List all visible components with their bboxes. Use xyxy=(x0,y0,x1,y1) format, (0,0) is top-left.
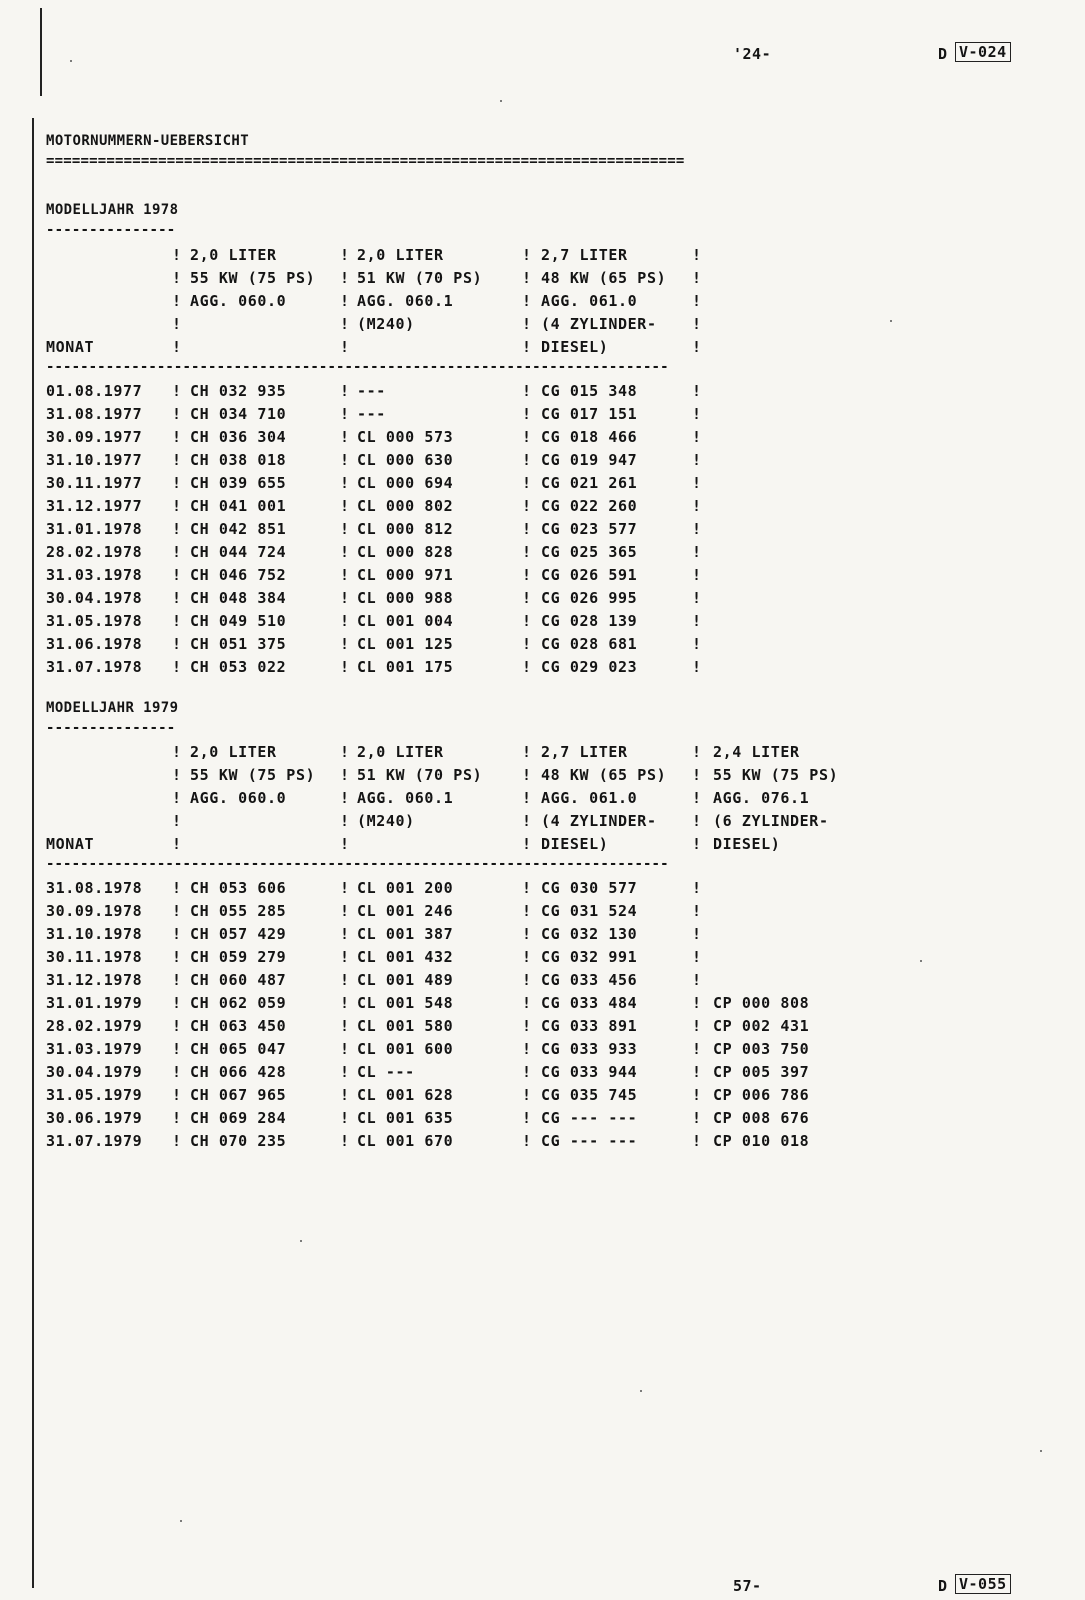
column-separator: ! xyxy=(340,925,350,943)
data-table-1979 xyxy=(46,877,866,1153)
engine-number-col3: CG --- --- xyxy=(541,1109,638,1127)
column-separator: ! xyxy=(692,405,702,423)
row-date: 30.06.1979 xyxy=(46,1109,143,1127)
column-separator: ! xyxy=(340,612,350,630)
column-separator: ! xyxy=(692,612,702,630)
column-separator: ! xyxy=(522,948,532,966)
column-separator: ! xyxy=(522,428,532,446)
table-row xyxy=(46,992,866,1015)
engine-number-col3: CG 017 151 xyxy=(541,405,638,423)
engine-number-col1: CH 057 429 xyxy=(190,925,287,943)
col3-line1-1978: 2,7 LITER xyxy=(541,246,628,264)
column-separator: ! xyxy=(692,543,702,561)
column-separator: ! xyxy=(692,474,702,492)
margin-line-top xyxy=(40,8,42,96)
column-separator: ! xyxy=(340,635,350,653)
table-row xyxy=(46,923,866,946)
column-separator: ! xyxy=(692,451,702,469)
doc-ref-bottom: V-055 xyxy=(955,1574,1011,1594)
table-row xyxy=(46,610,746,633)
table-row xyxy=(46,877,866,900)
engine-number-col4: CP 002 431 xyxy=(713,1017,810,1035)
column-separator: ! xyxy=(522,902,532,920)
engine-number-col2: CL 000 630 xyxy=(357,451,454,469)
column-separator: ! xyxy=(692,1109,702,1127)
engine-number-col3: CG 033 484 xyxy=(541,994,638,1012)
engine-number-col2: --- xyxy=(357,405,386,423)
engine-number-col3: CG 025 365 xyxy=(541,543,638,561)
column-separator: ! xyxy=(172,658,182,676)
engine-number-col2: CL --- xyxy=(357,1063,415,1081)
header-pipes-1978-3: ! ! ! ! ! xyxy=(522,246,532,356)
column-separator: ! xyxy=(692,971,702,989)
column-separator: ! xyxy=(522,497,532,515)
col3-line3-1978: AGG. 061.0 xyxy=(541,292,638,310)
header-rule-1978: ------------------------------------------------------------------------- xyxy=(46,359,669,375)
header-pipes-1978-2: ! ! ! ! ! xyxy=(340,246,350,356)
table-row xyxy=(46,969,866,992)
col3-line1-1979: 2,7 LITER xyxy=(541,743,628,761)
scan-speck xyxy=(180,1520,182,1522)
column-separator: ! xyxy=(340,1040,350,1058)
column-separator: ! xyxy=(692,1132,702,1150)
engine-number-col4: CP 006 786 xyxy=(713,1086,810,1104)
doc-prefix-top: D xyxy=(938,45,948,63)
column-separator: ! xyxy=(340,1132,350,1150)
engine-number-col2: CL 001 600 xyxy=(357,1040,454,1058)
column-separator: ! xyxy=(172,405,182,423)
col1-line2-1978: 55 KW (75 PS) xyxy=(190,269,316,287)
engine-number-col2: CL 000 694 xyxy=(357,474,454,492)
table-row xyxy=(46,1107,866,1130)
engine-number-col1: CH 041 001 xyxy=(190,497,287,515)
column-separator: ! xyxy=(522,1017,532,1035)
column-separator: ! xyxy=(172,428,182,446)
row-date: 31.07.1979 xyxy=(46,1132,143,1150)
header-pipes-1979-3: ! ! ! ! ! xyxy=(522,743,532,853)
row-date: 30.04.1979 xyxy=(46,1063,143,1081)
row-date: 31.12.1977 xyxy=(46,497,143,515)
engine-number-col2: CL 001 670 xyxy=(357,1132,454,1150)
column-separator: ! xyxy=(340,971,350,989)
row-date: 31.08.1977 xyxy=(46,405,143,423)
column-separator: ! xyxy=(692,925,702,943)
table-row xyxy=(46,1061,866,1084)
row-date: 31.03.1978 xyxy=(46,566,143,584)
engine-number-col1: CH 055 285 xyxy=(190,902,287,920)
engine-number-col1: CH 065 047 xyxy=(190,1040,287,1058)
engine-number-col1: CH 053 022 xyxy=(190,658,287,676)
engine-number-col3: CG 029 023 xyxy=(541,658,638,676)
column-separator: ! xyxy=(692,948,702,966)
column-separator: ! xyxy=(172,497,182,515)
engine-number-col2: CL 001 175 xyxy=(357,658,454,676)
table-row xyxy=(46,541,746,564)
table-row xyxy=(46,403,746,426)
column-separator: ! xyxy=(340,497,350,515)
section-underline-1979: --------------- xyxy=(46,720,176,736)
column-separator: ! xyxy=(522,1109,532,1127)
engine-number-col2: CL 000 988 xyxy=(357,589,454,607)
engine-number-col3: CG 021 261 xyxy=(541,474,638,492)
column-separator: ! xyxy=(522,994,532,1012)
column-separator: ! xyxy=(340,451,350,469)
table-row xyxy=(46,633,746,656)
column-separator: ! xyxy=(172,879,182,897)
engine-number-col1: CH 034 710 xyxy=(190,405,287,423)
col4-line1-1979: 2,4 LITER xyxy=(713,743,800,761)
header-pipes-1979-2: ! ! ! ! ! xyxy=(340,743,350,853)
table-row xyxy=(46,946,866,969)
engine-number-col2: --- xyxy=(357,382,386,400)
month-label-1979: MONAT xyxy=(46,835,95,853)
column-separator: ! xyxy=(340,566,350,584)
engine-number-col1: CH 069 284 xyxy=(190,1109,287,1127)
engine-number-col1: CH 053 606 xyxy=(190,879,287,897)
engine-number-col3: CG 022 260 xyxy=(541,497,638,515)
column-separator: ! xyxy=(522,451,532,469)
table-row xyxy=(46,1038,866,1061)
engine-number-col3: CG 018 466 xyxy=(541,428,638,446)
engine-number-col1: CH 049 510 xyxy=(190,612,287,630)
col3-line3-1979: AGG. 061.0 xyxy=(541,789,638,807)
column-separator: ! xyxy=(522,635,532,653)
row-date: 31.01.1978 xyxy=(46,520,143,538)
engine-number-col1: CH 062 059 xyxy=(190,994,287,1012)
row-date: 31.06.1978 xyxy=(46,635,143,653)
row-date: 31.10.1977 xyxy=(46,451,143,469)
engine-number-col3: CG 028 139 xyxy=(541,612,638,630)
table-row xyxy=(46,472,746,495)
engine-number-col3: CG 028 681 xyxy=(541,635,638,653)
column-separator: ! xyxy=(692,566,702,584)
table-row xyxy=(46,495,746,518)
col3-line2-1979: 48 KW (65 PS) xyxy=(541,766,667,784)
column-separator: ! xyxy=(172,543,182,561)
engine-number-col4: CP 008 676 xyxy=(713,1109,810,1127)
table-row xyxy=(46,656,746,679)
col3-line2-1978: 48 KW (65 PS) xyxy=(541,269,667,287)
column-separator: ! xyxy=(522,589,532,607)
engine-number-col3: CG 033 456 xyxy=(541,971,638,989)
column-separator: ! xyxy=(692,635,702,653)
col2-line2-1979: 51 KW (70 PS) xyxy=(357,766,483,784)
column-separator: ! xyxy=(522,474,532,492)
column-separator: ! xyxy=(340,948,350,966)
column-separator: ! xyxy=(692,520,702,538)
table-row xyxy=(46,1015,866,1038)
column-separator: ! xyxy=(692,589,702,607)
col4-line4-1979: (6 ZYLINDER- xyxy=(713,812,829,830)
row-date: 30.04.1978 xyxy=(46,589,143,607)
col2-line4-1979: (M240) xyxy=(357,812,415,830)
scan-speck xyxy=(300,1240,302,1242)
col1-line3-1978: AGG. 060.0 xyxy=(190,292,287,310)
column-separator: ! xyxy=(172,635,182,653)
page-number-bottom: 57- xyxy=(733,1577,762,1595)
engine-number-col1: CH 036 304 xyxy=(190,428,287,446)
column-separator: ! xyxy=(692,994,702,1012)
column-separator: ! xyxy=(172,1086,182,1104)
col1-line1-1978: 2,0 LITER xyxy=(190,246,277,264)
table-row xyxy=(46,900,866,923)
column-separator: ! xyxy=(172,1017,182,1035)
table-row xyxy=(46,1084,866,1107)
col3-line5-1979: DIESEL) xyxy=(541,835,609,853)
column-separator: ! xyxy=(522,543,532,561)
row-date: 31.01.1979 xyxy=(46,994,143,1012)
header-pipes-1978-4: ! ! ! ! ! xyxy=(692,246,702,356)
column-separator: ! xyxy=(522,1040,532,1058)
engine-number-col2: CL 001 432 xyxy=(357,948,454,966)
engine-number-col1: CH 070 235 xyxy=(190,1132,287,1150)
column-separator: ! xyxy=(692,428,702,446)
column-separator: ! xyxy=(522,925,532,943)
engine-number-col3: CG 033 933 xyxy=(541,1040,638,1058)
engine-number-col3: CG 031 524 xyxy=(541,902,638,920)
column-separator: ! xyxy=(172,1040,182,1058)
column-separator: ! xyxy=(692,902,702,920)
col1-line3-1979: AGG. 060.0 xyxy=(190,789,287,807)
engine-number-col1: CH 067 965 xyxy=(190,1086,287,1104)
engine-number-col1: CH 063 450 xyxy=(190,1017,287,1035)
column-separator: ! xyxy=(340,543,350,561)
row-date: 31.07.1978 xyxy=(46,658,143,676)
engine-number-col3: CG 033 891 xyxy=(541,1017,638,1035)
engine-number-col3: CG 023 577 xyxy=(541,520,638,538)
row-date: 31.05.1978 xyxy=(46,612,143,630)
row-date: 30.11.1978 xyxy=(46,948,143,966)
table-row xyxy=(46,426,746,449)
table-row xyxy=(46,380,746,403)
column-separator: ! xyxy=(340,405,350,423)
table-row xyxy=(46,518,746,541)
row-date: 31.08.1978 xyxy=(46,879,143,897)
col2-line2-1978: 51 KW (70 PS) xyxy=(357,269,483,287)
engine-number-col3: CG 026 995 xyxy=(541,589,638,607)
engine-number-col2: CL 000 573 xyxy=(357,428,454,446)
column-separator: ! xyxy=(340,994,350,1012)
column-separator: ! xyxy=(692,1063,702,1081)
column-separator: ! xyxy=(340,474,350,492)
engine-number-col2: CL 001 489 xyxy=(357,971,454,989)
column-separator: ! xyxy=(340,1017,350,1035)
column-separator: ! xyxy=(522,612,532,630)
row-date: 30.11.1977 xyxy=(46,474,143,492)
table-row xyxy=(46,587,746,610)
engine-number-col2: CL 001 387 xyxy=(357,925,454,943)
col3-line4-1978: (4 ZYLINDER- xyxy=(541,315,657,333)
col2-line1-1978: 2,0 LITER xyxy=(357,246,444,264)
column-separator: ! xyxy=(522,1063,532,1081)
row-date: 31.10.1978 xyxy=(46,925,143,943)
engine-number-col1: CH 060 487 xyxy=(190,971,287,989)
col2-line1-1979: 2,0 LITER xyxy=(357,743,444,761)
col1-line2-1979: 55 KW (75 PS) xyxy=(190,766,316,784)
column-separator: ! xyxy=(172,1063,182,1081)
column-separator: ! xyxy=(172,925,182,943)
column-separator: ! xyxy=(522,405,532,423)
section-underline-1978: --------------- xyxy=(46,222,176,238)
engine-number-col2: CL 001 004 xyxy=(357,612,454,630)
doc-ref-top: V-024 xyxy=(955,42,1011,62)
engine-number-col2: CL 001 125 xyxy=(357,635,454,653)
engine-number-col3: CG 032 991 xyxy=(541,948,638,966)
column-separator: ! xyxy=(340,428,350,446)
column-separator: ! xyxy=(172,1132,182,1150)
engine-number-col3: CG 019 947 xyxy=(541,451,638,469)
column-separator: ! xyxy=(522,1086,532,1104)
engine-number-col2: CL 001 635 xyxy=(357,1109,454,1127)
table-row xyxy=(46,1130,866,1153)
engine-number-col1: CH 066 428 xyxy=(190,1063,287,1081)
engine-number-col3: CG 032 130 xyxy=(541,925,638,943)
column-separator: ! xyxy=(522,382,532,400)
column-separator: ! xyxy=(692,658,702,676)
column-separator: ! xyxy=(522,566,532,584)
engine-number-col1: CH 059 279 xyxy=(190,948,287,966)
engine-number-col1: CH 039 655 xyxy=(190,474,287,492)
col4-line5-1979: DIESEL) xyxy=(713,835,781,853)
engine-number-col2: CL 000 812 xyxy=(357,520,454,538)
engine-number-col1: CH 044 724 xyxy=(190,543,287,561)
engine-number-col3: CG 026 591 xyxy=(541,566,638,584)
title-double-rule: ========================================================================== xyxy=(46,153,685,169)
column-separator: ! xyxy=(340,1063,350,1081)
engine-number-col2: CL 001 548 xyxy=(357,994,454,1012)
col3-line4-1979: (4 ZYLINDER- xyxy=(541,812,657,830)
column-separator: ! xyxy=(340,879,350,897)
column-separator: ! xyxy=(340,1109,350,1127)
engine-number-col1: CH 042 851 xyxy=(190,520,287,538)
col2-line4-1978: (M240) xyxy=(357,315,415,333)
column-separator: ! xyxy=(172,994,182,1012)
data-table-1978 xyxy=(46,380,746,679)
engine-number-col4: CP 010 018 xyxy=(713,1132,810,1150)
col3-line5-1978: DIESEL) xyxy=(541,338,609,356)
page-number-top: '24- xyxy=(733,45,772,63)
column-separator: ! xyxy=(172,520,182,538)
page-title: MOTORNUMMERN-UEBERSICHT xyxy=(46,133,250,149)
table-row xyxy=(46,449,746,472)
col2-line3-1979: AGG. 060.1 xyxy=(357,789,454,807)
section-title-1979: MODELLJAHR 1979 xyxy=(46,700,179,716)
row-date: 28.02.1979 xyxy=(46,1017,143,1035)
col4-line2-1979: 55 KW (75 PS) xyxy=(713,766,839,784)
column-separator: ! xyxy=(692,1017,702,1035)
column-separator: ! xyxy=(172,382,182,400)
engine-number-col1: CH 051 375 xyxy=(190,635,287,653)
engine-number-col2: CL 000 828 xyxy=(357,543,454,561)
column-separator: ! xyxy=(692,1040,702,1058)
column-separator: ! xyxy=(172,566,182,584)
column-separator: ! xyxy=(172,451,182,469)
column-separator: ! xyxy=(692,382,702,400)
table-row xyxy=(46,564,746,587)
header-pipes-1978: ! ! ! ! ! xyxy=(172,246,182,356)
engine-number-col1: CH 032 935 xyxy=(190,382,287,400)
row-date: 31.12.1978 xyxy=(46,971,143,989)
row-date: 31.03.1979 xyxy=(46,1040,143,1058)
column-separator: ! xyxy=(172,474,182,492)
row-date: 31.05.1979 xyxy=(46,1086,143,1104)
column-separator: ! xyxy=(172,589,182,607)
engine-number-col3: CG 033 944 xyxy=(541,1063,638,1081)
col2-line3-1978: AGG. 060.1 xyxy=(357,292,454,310)
margin-line-main xyxy=(32,118,34,1588)
engine-number-col2: CL 001 628 xyxy=(357,1086,454,1104)
engine-number-col2: CL 001 200 xyxy=(357,879,454,897)
row-date: 30.09.1977 xyxy=(46,428,143,446)
engine-number-col1: CH 046 752 xyxy=(190,566,287,584)
row-date: 28.02.1978 xyxy=(46,543,143,561)
column-separator: ! xyxy=(340,520,350,538)
col1-line1-1979: 2,0 LITER xyxy=(190,743,277,761)
engine-number-col2: CL 001 246 xyxy=(357,902,454,920)
column-separator: ! xyxy=(522,971,532,989)
scan-speck xyxy=(1040,1450,1042,1452)
engine-number-col1: CH 048 384 xyxy=(190,589,287,607)
header-pipes-1979-4: ! ! ! ! ! xyxy=(692,743,702,853)
header-rule-1979: ------------------------------------------------------------------------- xyxy=(46,856,669,872)
scan-speck xyxy=(640,1390,642,1392)
engine-number-col4: CP 005 397 xyxy=(713,1063,810,1081)
row-date: 30.09.1978 xyxy=(46,902,143,920)
scan-speck xyxy=(500,100,502,102)
column-separator: ! xyxy=(692,879,702,897)
header-pipes-1979: ! ! ! ! ! xyxy=(172,743,182,853)
column-separator: ! xyxy=(340,1086,350,1104)
engine-number-col2: CL 000 802 xyxy=(357,497,454,515)
engine-number-col4: CP 003 750 xyxy=(713,1040,810,1058)
column-separator: ! xyxy=(522,520,532,538)
engine-number-col3: CG 015 348 xyxy=(541,382,638,400)
column-separator: ! xyxy=(172,902,182,920)
column-separator: ! xyxy=(522,879,532,897)
scan-speck xyxy=(70,60,72,62)
col4-line3-1979: AGG. 076.1 xyxy=(713,789,810,807)
column-separator: ! xyxy=(340,658,350,676)
column-separator: ! xyxy=(692,1086,702,1104)
month-label-1978: MONAT xyxy=(46,338,95,356)
engine-number-col2: CL 000 971 xyxy=(357,566,454,584)
engine-number-col3: CG 030 577 xyxy=(541,879,638,897)
scan-speck xyxy=(890,320,892,322)
column-separator: ! xyxy=(522,658,532,676)
doc-prefix-bottom: D xyxy=(938,1577,948,1595)
column-separator: ! xyxy=(692,497,702,515)
row-date: 01.08.1977 xyxy=(46,382,143,400)
column-separator: ! xyxy=(522,1132,532,1150)
scan-speck xyxy=(920,960,922,962)
section-title-1978: MODELLJAHR 1978 xyxy=(46,202,179,218)
column-separator: ! xyxy=(172,612,182,630)
column-separator: ! xyxy=(172,971,182,989)
engine-number-col1: CH 038 018 xyxy=(190,451,287,469)
engine-number-col3: CG 035 745 xyxy=(541,1086,638,1104)
engine-number-col3: CG --- --- xyxy=(541,1132,638,1150)
column-separator: ! xyxy=(340,902,350,920)
column-separator: ! xyxy=(172,1109,182,1127)
column-separator: ! xyxy=(172,948,182,966)
column-separator: ! xyxy=(340,382,350,400)
engine-number-col4: CP 000 808 xyxy=(713,994,810,1012)
engine-number-col2: CL 001 580 xyxy=(357,1017,454,1035)
column-separator: ! xyxy=(340,589,350,607)
